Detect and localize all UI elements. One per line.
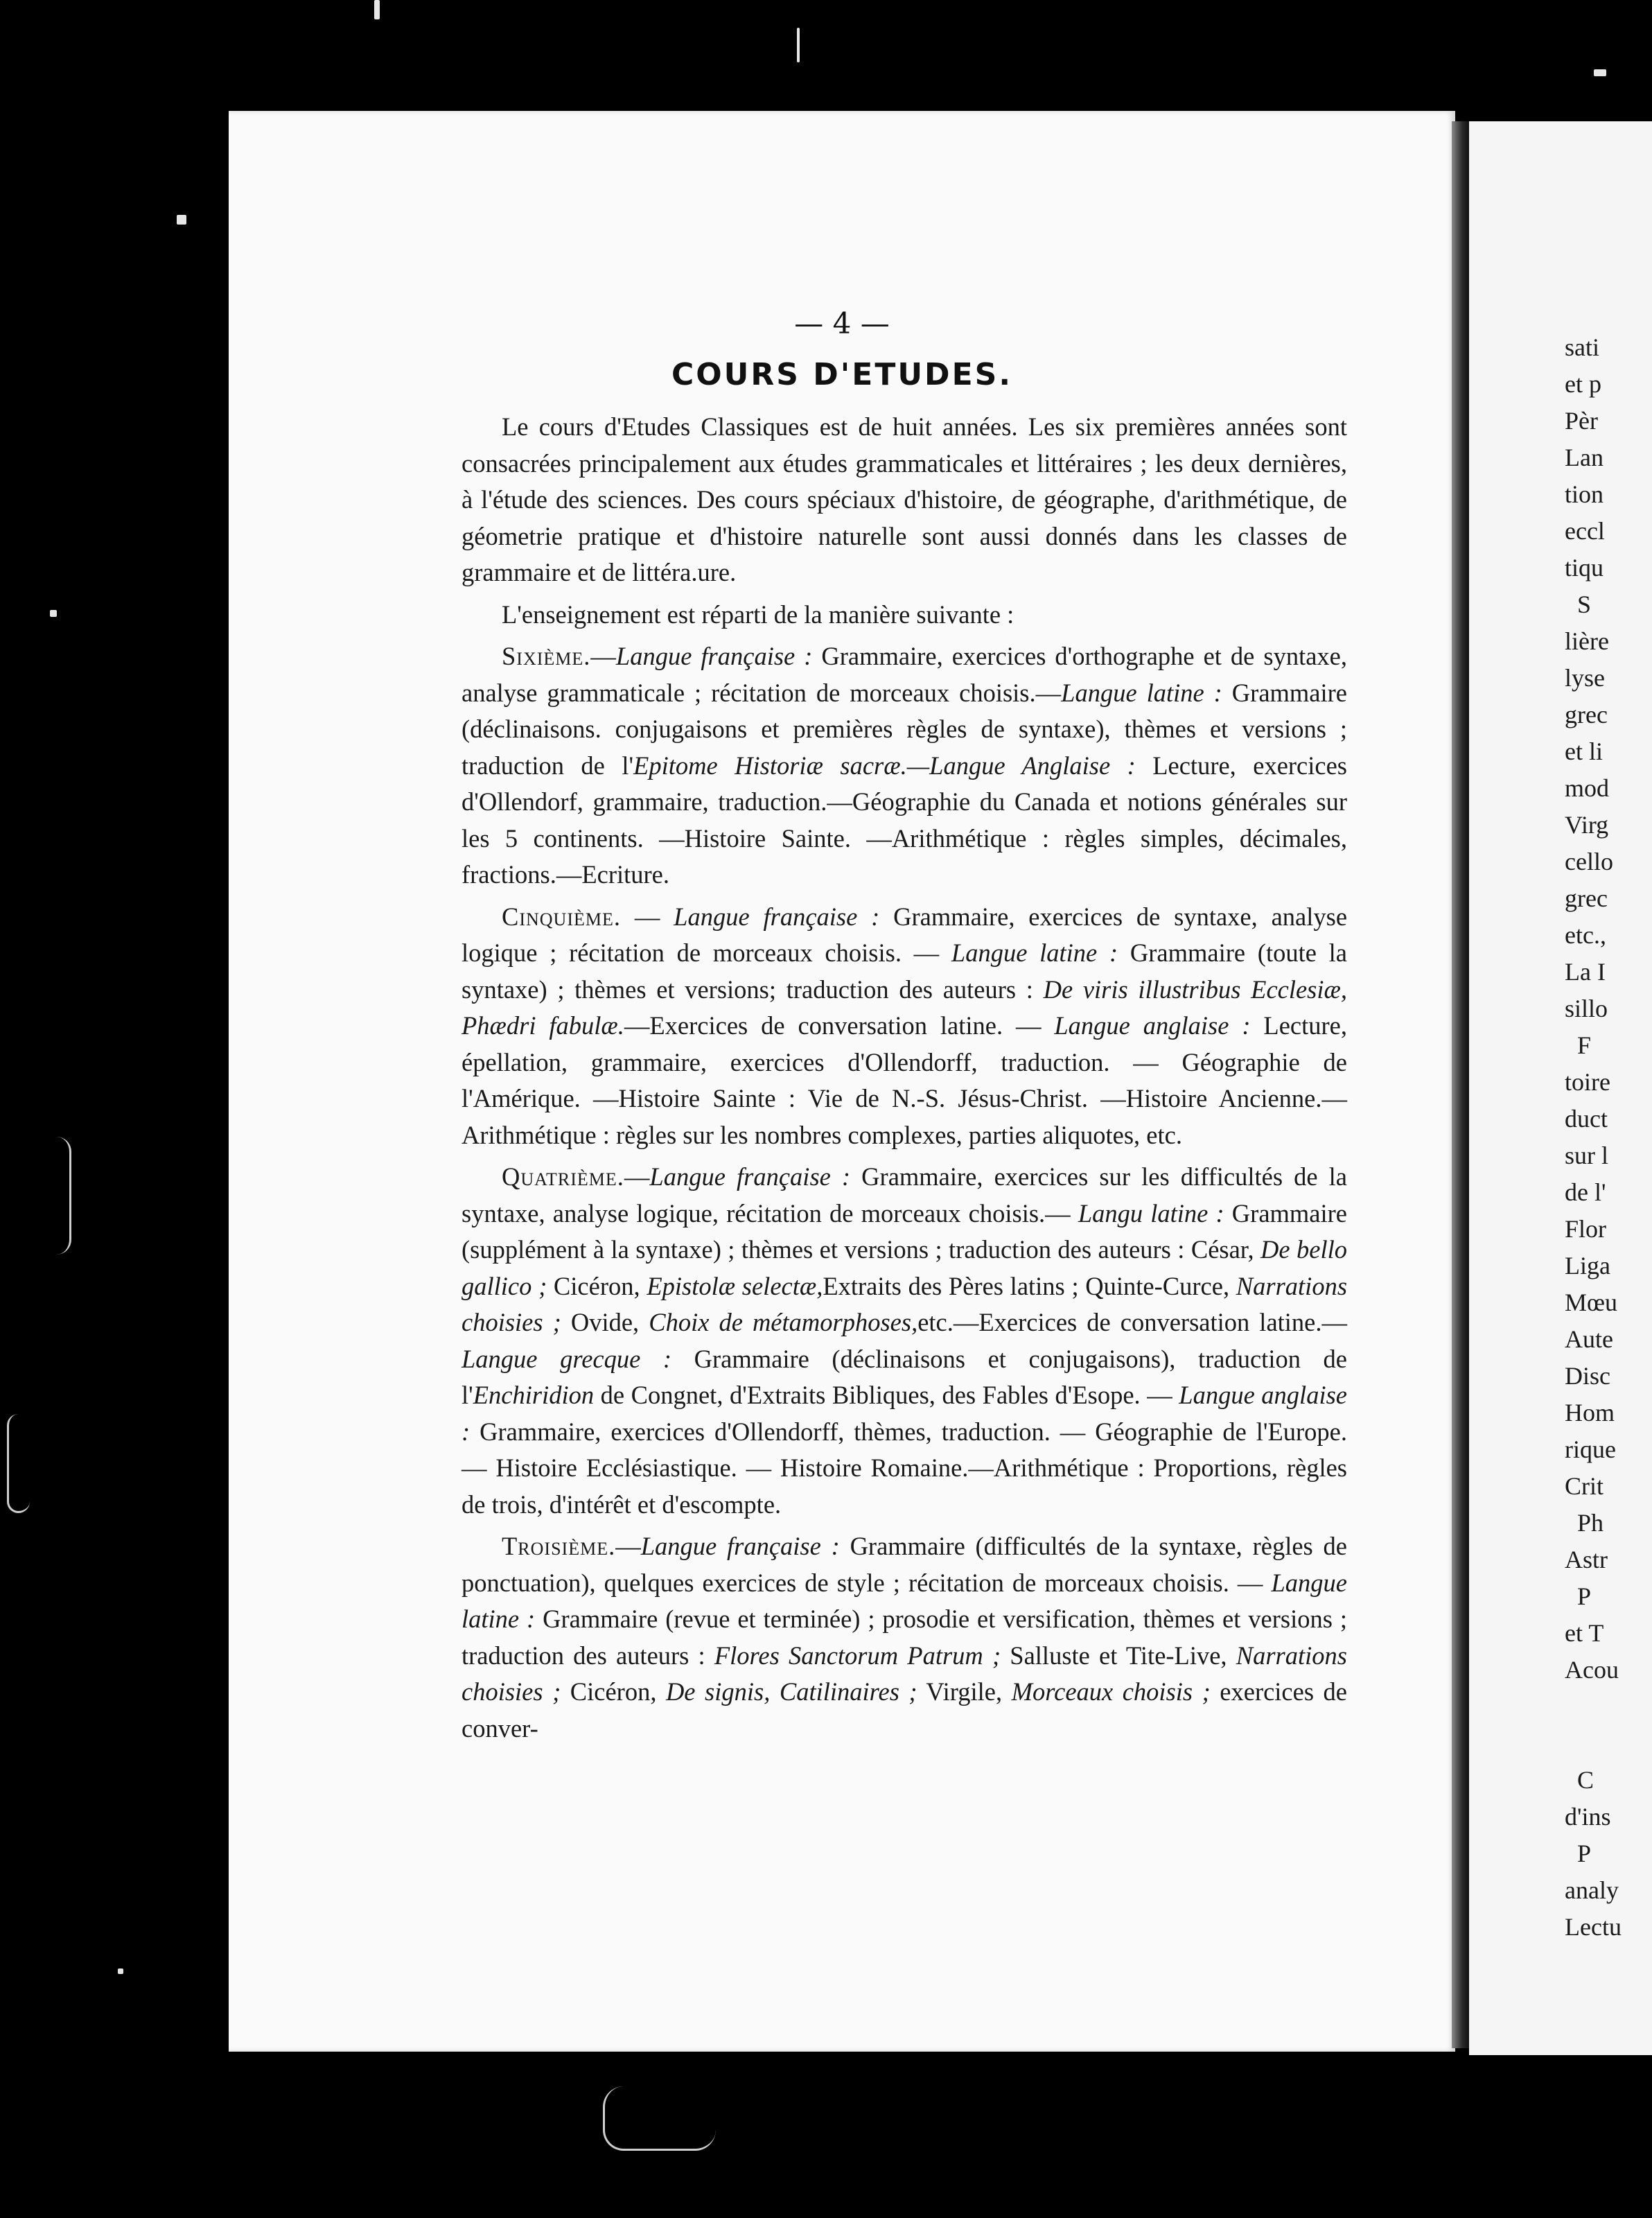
film-speck: [118, 1968, 123, 1974]
right-page-line: tiqu: [1565, 554, 1604, 582]
right-page-text: [1565, 329, 1652, 1946]
right-page-line: Mœu: [1565, 1289, 1618, 1316]
text-run: —: [590, 642, 616, 670]
right-page-line: Crit: [1565, 1472, 1604, 1500]
section-cinquieme: [462, 899, 1347, 1154]
body-text: [462, 409, 1347, 1752]
right-page-line: P: [1565, 1582, 1592, 1610]
right-page-line: Lan: [1565, 444, 1603, 471]
text-run: Grammaire, exercices sur les difficultés de la syntaxe, analyse logique, récitation de morceaux choisis.—: [462, 1162, 1348, 1228]
section-heading: Cinquième.: [502, 902, 621, 931]
text-run: Grammaire, exercices d'Ollendorff, thèmes, traduction. — Géographie de l'Europe. — Histoire Ecclésiastique. — Histoire Romaine.—Arithmétique : Proportions, règles de trois, d'intérêt et d'escompte.: [462, 1417, 1347, 1519]
text-run: —Exercices de conversation latine. —: [624, 1011, 1055, 1040]
section-quatrieme: [462, 1159, 1347, 1523]
left-page: [229, 111, 1455, 2052]
right-page-line: Flor: [1565, 1215, 1607, 1243]
right-page-line: Astr: [1565, 1546, 1608, 1573]
text-run: Grammaire, exercices d'orthographe et de syntaxe, analyse grammaticale ; récitation de morceaux choisis.—: [462, 642, 1347, 707]
text-run: Extraits des Pères latins ; Quinte-Curce,: [823, 1271, 1236, 1300]
italic-run: Langue française :: [649, 1162, 851, 1191]
text-run: etc.—Exercices de conversation latine.—: [917, 1308, 1347, 1336]
text-run: Salluste et Tite-Live,: [1001, 1641, 1236, 1670]
italic-run: Flores Sanctorum Patrum ;: [714, 1641, 1001, 1670]
italic-run: Langue française :: [615, 642, 813, 670]
italic-run: Langue latine :: [1061, 678, 1222, 707]
italic-run: Langue française :: [640, 1532, 840, 1560]
right-page-line: sur l: [1565, 1142, 1608, 1169]
italic-run: Epistolæ selectæ,: [647, 1271, 823, 1300]
italic-run: Langue anglaise :: [462, 1381, 1347, 1446]
text-run: Grammaire (supplément à la syntaxe) ; thèmes et versions ; traduction des auteurs : César,: [462, 1198, 1348, 1264]
text-run: Lecture, épellation, grammaire, exercices d'Ollendorff, traduction. — Géographie de l'Amérique. —Histoire Sainte : Vie de N.-S. Jésus-Christ. —Histoire Ancienne.—Arithmétique : règles sur les nombres complexes, parties aliquotes, etc.: [462, 1011, 1347, 1149]
right-page-line: eccl: [1565, 517, 1605, 545]
right-page-line: P: [1565, 1840, 1592, 1867]
text-run: —: [621, 902, 674, 931]
right-page-line: lière: [1565, 627, 1609, 655]
right-page-line: Acou: [1565, 1656, 1619, 1684]
right-page-line: cello: [1565, 848, 1613, 875]
italic-run: Langu latine :: [1078, 1198, 1224, 1228]
italic-run: Langue latine :: [951, 938, 1118, 967]
text-run: Grammaire (toute la syntaxe) ; thèmes et versions; traduction des auteurs :: [462, 938, 1347, 1004]
right-page-line: Disc: [1565, 1362, 1610, 1390]
right-page-line: Virg: [1565, 811, 1609, 839]
right-page-line: d'ins: [1565, 1803, 1611, 1831]
text-run: Grammaire (revue et terminée) ; prosodie et versification, thèmes et versions ; traduction des auteurs :: [462, 1605, 1348, 1670]
right-page-line: Hom: [1565, 1399, 1615, 1426]
section-troisieme: [462, 1528, 1347, 1747]
italic-run: Langue française :: [674, 902, 880, 931]
right-page-line: analy: [1565, 1876, 1619, 1904]
right-page-line: La I: [1565, 958, 1606, 986]
text-run: —: [624, 1162, 650, 1191]
right-page-line: toire: [1565, 1068, 1610, 1096]
right-page-line: etc.,: [1565, 921, 1606, 949]
italic-run: Epitome Historiæ sacræ.—Langue Anglaise :: [633, 751, 1136, 780]
film-scratch: [7, 1414, 30, 1513]
film-speck: [374, 0, 380, 19]
right-page-line: rique: [1565, 1435, 1616, 1463]
text-run: Ovide,: [561, 1308, 649, 1336]
right-page-line: tion: [1565, 480, 1604, 508]
text-run: —: [615, 1532, 641, 1560]
film-scratch: [603, 2086, 716, 2151]
film-speck: [177, 215, 186, 225]
right-page-line: Liga: [1565, 1252, 1610, 1280]
right-page-line: [1565, 1725, 1652, 1762]
text-run: Grammaire (difficultés de la syntaxe, règles de ponctuation), quelques exercices de style ; récitation de morceaux choisis. —: [462, 1532, 1347, 1597]
right-page-line: F: [1565, 1031, 1592, 1059]
text-run: de Congnet, d'Extraits Bibliques, des Fables d'Esope. —: [594, 1381, 1179, 1409]
right-page-line: [1565, 1688, 1652, 1725]
right-page-line: grec: [1565, 701, 1608, 728]
italic-run: Choix de métamorphoses,: [649, 1308, 918, 1336]
intro-paragraph: Le cours d'Etudes Classiques est de huit années. Les six premières années sont consacrées principalement aux études grammaticales et littéraires ; les deux dernières, à l'étude des sciences. Des cours spéciaux d'histoire, de géographe, d'arithmétique, de géometrie pratique et d'histoire naturelle sont aussi donnés dans les classes de grammaire et de littéra.ure.: [462, 412, 1347, 586]
section-heading: Troisième.: [502, 1532, 616, 1560]
right-page-line: S: [1565, 591, 1592, 618]
intro-paragraph-2: L'enseignement est réparti de la manière suivante :: [502, 600, 1014, 629]
italic-run: Enchiridion: [473, 1381, 595, 1409]
page-number: — 4 —: [794, 306, 890, 340]
right-page-line: grec: [1565, 884, 1608, 912]
text-run: Grammaire, exercices de syntaxe, analyse logique ; récitation de morceaux choisis. —: [462, 902, 1348, 967]
right-page-line: lyse: [1565, 664, 1605, 692]
italic-run: De viris illustribus Ecclesiæ, Phædri fabulæ.: [462, 975, 1347, 1040]
right-page-line: et li: [1565, 737, 1603, 765]
right-page-line: Aute: [1565, 1325, 1613, 1353]
book-gutter: [1452, 121, 1469, 2048]
section-heading: Quatrième.: [502, 1162, 624, 1191]
film-speck: [797, 28, 800, 62]
text-run: Cicéron,: [547, 1271, 647, 1300]
right-page-line: et p: [1565, 370, 1601, 398]
italic-run: Langue latine :: [462, 1568, 1347, 1633]
right-page-line: C: [1565, 1766, 1594, 1794]
italic-run: De signis, Catilinaires ;: [665, 1677, 917, 1706]
right-page-line: Ph: [1565, 1509, 1604, 1537]
section-sixieme: [462, 638, 1347, 893]
right-page-line: sillo: [1565, 995, 1608, 1022]
text-run: Grammaire (déclinaisons et conjugaisons), traduction de l': [462, 1344, 1348, 1409]
right-page-line: et T: [1565, 1619, 1604, 1647]
page-title: COURS D'ETUDES.: [671, 357, 1013, 392]
text-run: Grammaire (déclinaisons. conjugaisons et premières règles de syntaxe), thèmes et versions ; traduction de l': [462, 678, 1347, 780]
film-scratch: [42, 1137, 71, 1255]
right-page-line: sati: [1565, 333, 1599, 361]
italic-run: Narrations choisies ;: [462, 1641, 1347, 1706]
right-page: [1469, 121, 1652, 2055]
italic-run: Langue grecque :: [462, 1344, 672, 1373]
italic-run: Morceaux choisis ;: [1011, 1677, 1211, 1706]
right-page-line: Lectu: [1565, 1913, 1622, 1941]
italic-run: Narrations choisies ;: [462, 1271, 1348, 1336]
text-run: Virgile,: [917, 1677, 1012, 1706]
right-page-line: duct: [1565, 1105, 1608, 1133]
text-run: exercices de conver-: [462, 1677, 1348, 1743]
right-page-line: mod: [1565, 774, 1610, 802]
italic-run: Langue anglaise :: [1054, 1011, 1251, 1040]
film-speck: [1594, 69, 1606, 76]
film-speck: [50, 610, 57, 617]
right-page-line: Pèr: [1565, 407, 1598, 435]
text-run: Lecture, exercices d'Ollendorf, grammaire, traduction.—Géographie du Canada et notions générales sur les 5 continents. —Histoire Sainte. —Arithmétique : règles simples, décimales, fractions.—Ecriture.: [462, 751, 1347, 889]
section-heading: Sixième.: [502, 642, 591, 670]
text-run: Cicéron,: [561, 1677, 666, 1706]
right-page-line: de l': [1565, 1178, 1606, 1206]
italic-run: De bello gallico ;: [462, 1235, 1348, 1300]
